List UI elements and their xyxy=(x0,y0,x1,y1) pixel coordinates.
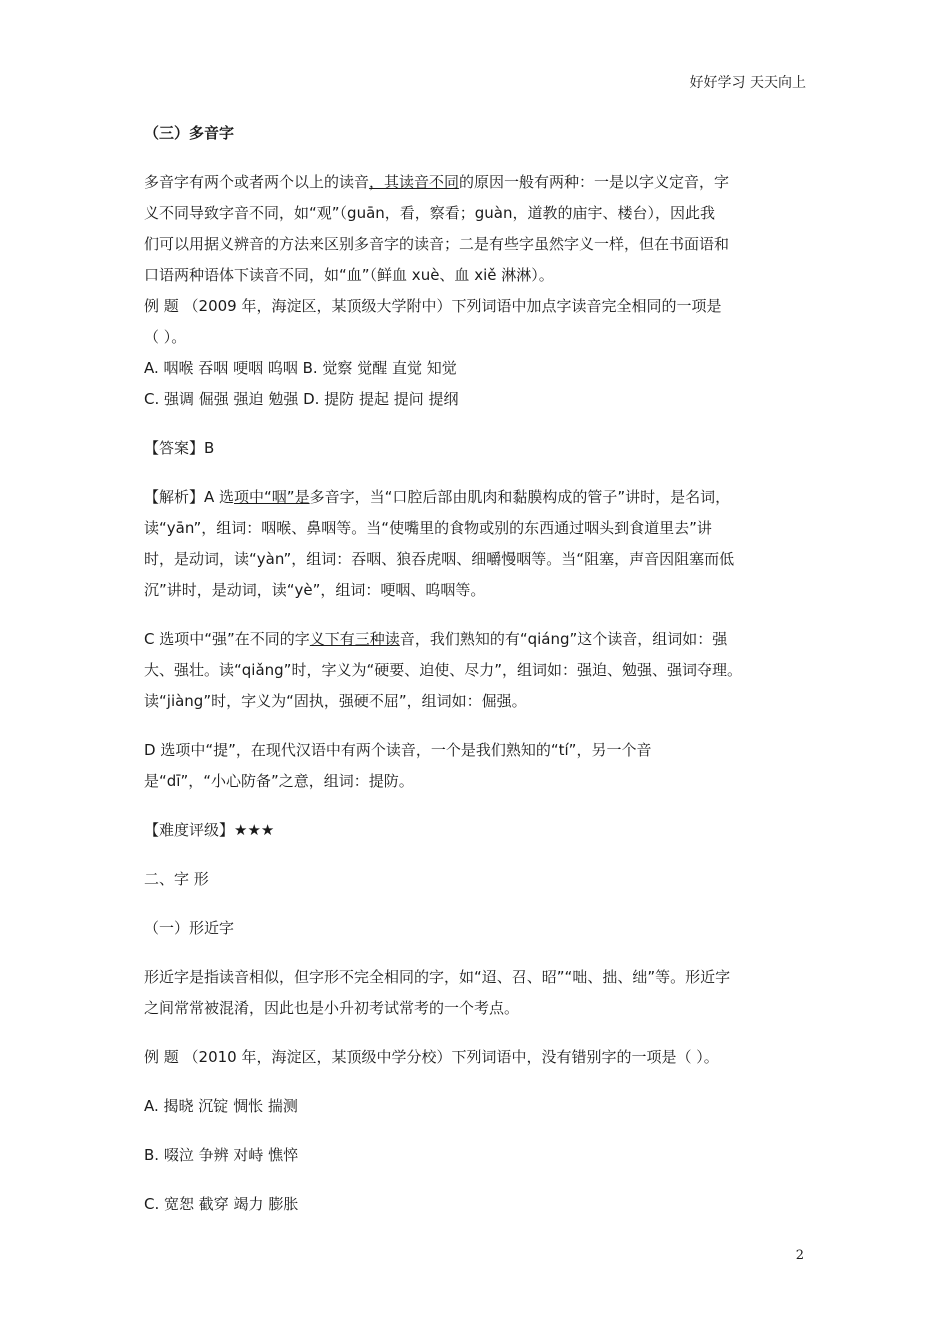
analysis-paragraph-a xyxy=(144,482,808,606)
text: 的原因一般有两种：一是以字义定音，字 xyxy=(459,173,730,191)
option-a: A. 揭晓 沉锭 惆怅 揣测 xyxy=(144,1097,298,1115)
text-line: 口语两种语体下读音不同，如“血”（鲜血 xuè、血 xiě 淋淋）。 xyxy=(144,266,554,284)
underlined-text: ，其读音不同 xyxy=(369,173,460,191)
answer: 【答案】B xyxy=(144,439,215,457)
text-line: 时，是动词，读“yàn”，组词：吞咽、狼吞虎咽、细嚼慢咽等。当“阻塞，声音因阻塞而低 xyxy=(144,550,735,568)
text-line: 读“jiàng”时，字义为“固执，强硬不屈”，组词如：倔强。 xyxy=(144,692,527,710)
text: 多音字有两个或者两个以上的读音 xyxy=(144,173,370,191)
similar-chars-paragraph xyxy=(144,962,808,1024)
question-text: （ ）。 xyxy=(144,328,187,346)
intro-paragraph xyxy=(144,167,808,291)
example-question-1 xyxy=(144,291,808,415)
options-ab: A. 咽喉 吞咽 哽咽 呜咽 B. 觉察 觉醒 直觉 知觉 xyxy=(144,359,457,377)
text-line: D 选项中“提”，在现代汉语中有两个读音，一个是我们熟知的“tí”，另一个音 xyxy=(144,741,652,759)
option-b: B. 啜泣 争辨 对峙 憔悴 xyxy=(144,1146,299,1164)
text-line: 们可以用据义辨音的方法来区别多音字的读音；二是有些字虽然字义一样，但在书面语和 xyxy=(144,235,730,253)
subsection-title: （一）形近字 xyxy=(144,919,235,937)
options-cd: C. 强调 倔强 强迫 勉强 D. 提防 提起 提问 提纲 xyxy=(144,390,459,408)
text-line: 之间常常被混淆，因此也是小升初考试常考的一个考点。 xyxy=(144,999,520,1017)
text: 多音字，当“口腔后部由肌肉和黏膜构成的管子”讲时，是名词， xyxy=(309,488,731,506)
question-text: 例 题 （2009 年，海淀区，某顶级大学附中）下列词语中加点字读音完全相同的一项是 xyxy=(144,297,722,315)
text-line: 大、强壮。读“qiǎng”时，字义为“硬要、迫使、尽力”，组词如：强迫、勉强、强词夺理。 xyxy=(144,661,742,679)
example-question-2 xyxy=(144,1042,808,1220)
document-body xyxy=(144,118,808,1220)
text: 【解析】A 选 xyxy=(144,488,235,506)
difficulty-rating: 【难度评级】★★★ xyxy=(144,821,275,839)
text-line: 读“yān”，组词：咽喉、鼻咽等。当“使嘴里的食物或别的东西通过咽头到食道里去”讲 xyxy=(144,519,712,537)
section-title: （三）多音字 xyxy=(144,124,235,142)
underlined-text: 义下有三种读 xyxy=(309,630,400,648)
text-line: 沉”讲时，是动词，读“yè”，组词：哽咽、呜咽等。 xyxy=(144,581,486,599)
section-2-title: 二、字 形 xyxy=(144,870,209,888)
analysis-paragraph-c xyxy=(144,624,808,717)
text: 音，我们熟知的有“qiáng”这个读音，组词如：强 xyxy=(399,630,728,648)
page-number: 2 xyxy=(795,1248,804,1263)
underlined-text: 项中“咽”是 xyxy=(234,488,310,506)
text-line: 是“dī”，“小心防备”之意，组词：提防。 xyxy=(144,772,414,790)
text-line: 义不同导致字音不同，如“观”（guān，看，察看；guàn，道教的庙宇、楼台），因此我 xyxy=(144,204,715,222)
question-text: 例 题 （2010 年，海淀区，某顶级中学分校）下列词语中，没有错别字的一项是（ ）。 xyxy=(144,1048,719,1066)
text: C 选项中“强”在不同的字 xyxy=(144,630,310,648)
page-header: 好好学习 天天向上 xyxy=(689,75,806,91)
text-line: 形近字是指读音相似，但字形不完全相同的字，如“迢、召、昭”“咄、拙、绌”等。形近字 xyxy=(144,968,731,986)
option-c: C. 宽恕 截穿 竭力 膨胀 xyxy=(144,1195,299,1213)
analysis-paragraph-d xyxy=(144,735,808,797)
